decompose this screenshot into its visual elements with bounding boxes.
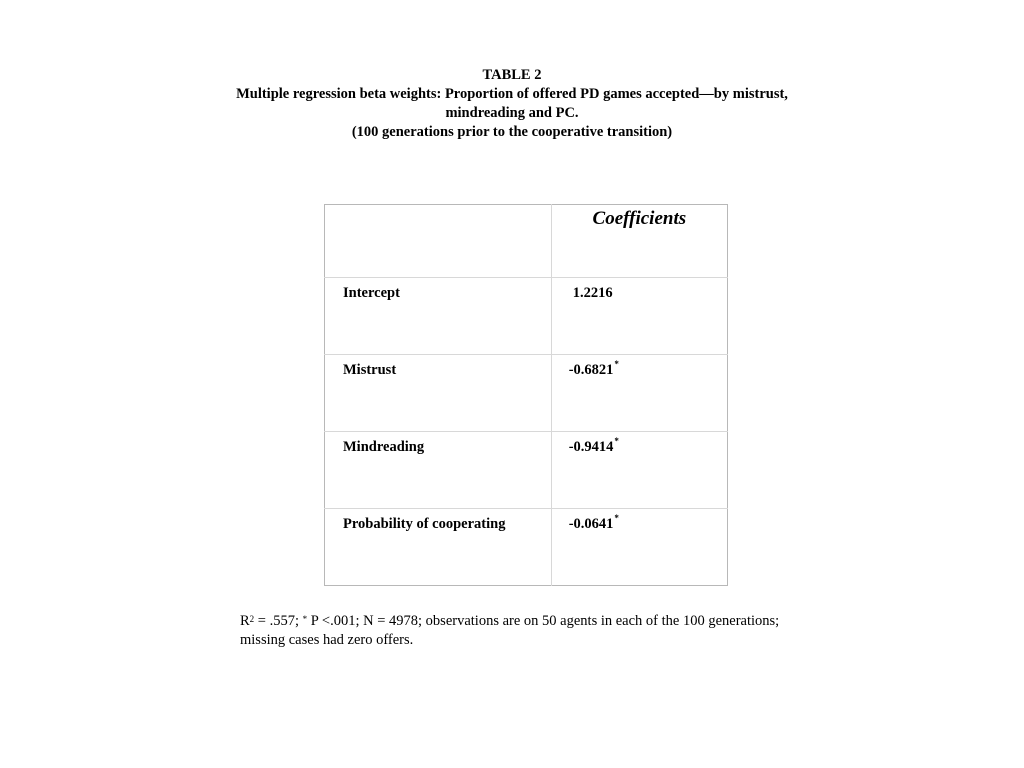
table-subtitle: (100 generations prior to the cooperative transition) xyxy=(351,124,673,140)
r-squared-label: R xyxy=(240,613,250,629)
header-empty-cell xyxy=(325,205,552,278)
row-value xyxy=(551,432,727,509)
table-header-row xyxy=(325,205,728,278)
table-footnote xyxy=(240,612,780,650)
table-row xyxy=(325,278,728,355)
table-row xyxy=(325,509,728,586)
r-squared-value: = .557; xyxy=(254,613,303,629)
table-row xyxy=(325,355,728,432)
coefficient-value: 1.2216 xyxy=(572,285,613,301)
r-squared-exponent: 2 xyxy=(249,614,255,624)
coefficient-value: -0.6821 xyxy=(568,362,614,378)
coefficient-value: -0.0641 xyxy=(568,516,614,532)
regression-table xyxy=(324,204,728,586)
header-coefficients: Coefficients xyxy=(551,205,727,278)
table-heading xyxy=(0,66,1024,142)
significance-marker: * xyxy=(614,513,619,523)
footnote-text: P <.001; N = 4978; observations are on 50 agents in each of the 100 generations; missing cases had zero offers. xyxy=(240,613,780,648)
table-title: Multiple regression beta weights: Proportion of offered PD games accepted—by mistrust, mindreading and PC. xyxy=(236,86,788,121)
row-value xyxy=(551,278,727,355)
row-value xyxy=(551,355,727,432)
row-label: Mistrust xyxy=(325,355,552,432)
table-number: TABLE 2 xyxy=(482,67,542,83)
significance-marker: * xyxy=(614,436,619,446)
table-row xyxy=(325,432,728,509)
row-label: Probability of cooperating xyxy=(325,509,552,586)
significance-marker: * xyxy=(302,614,308,624)
row-label: Intercept xyxy=(325,278,552,355)
coefficient-value: -0.9414 xyxy=(568,439,614,455)
row-label: Mindreading xyxy=(325,432,552,509)
row-value xyxy=(551,509,727,586)
significance-marker: * xyxy=(614,359,619,369)
